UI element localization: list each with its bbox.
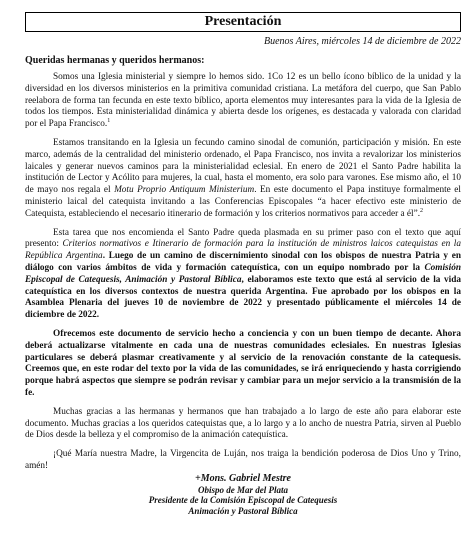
- paragraph-3: [25, 228, 461, 322]
- footnote-marker-1: 1: [107, 118, 111, 125]
- motu-proprio-title: Motu Proprio Antiquum Ministerium: [114, 185, 255, 196]
- paragraph-2-text-a: Estamos transitando en la Iglesia un fecundo camino sinodal de comunión, participación y misión. En este marco, además de la centralidad del ministerio ordenado, el Papa Francisco, nos invita a revalorizar los ministerios laicales y generar nuevos caminos para la ministerialidad eclesial. En enero de 2021 el Santo Padre habilita la institución de Lector y Acólito para mujeres, la cual, hasta el momento, era solo para varones. Ese mismo año, el 10 de mayo nos regala el: [25, 137, 461, 196]
- paragraph-6: [25, 449, 461, 473]
- document-page: [25, 12, 461, 473]
- salutation: Queridas hermanas y queridos hermanos:: [25, 55, 205, 66]
- paragraph-2: [25, 138, 461, 221]
- paragraph-5: [25, 407, 461, 442]
- paragraph-4: [25, 329, 461, 400]
- paragraph-1: [25, 72, 461, 131]
- paragraph-6-text: ¡Qué María nuestra Madre, la Virgencita de Luján, nos traiga la bendición poderosa de Dios Uno y Trino, amén!: [25, 449, 461, 471]
- paragraph-4-text: Ofrecemos este documento de servicio hecho a conciencia y con un buen tiempo de decante. Ahora deberá actualizarse vitalmente en cada una de nuestras comunidades eclesiales. En nuestras Iglesias particulares se deberá plasmar creativamente y al servicio de la renovación constante de la catequesis. Creemos que, en este rodar del texto por la vida de las comunidades, se irá enriqueciendo y hasta corrigiendo porque habrá aspectos que siempre se podrán revisar y cambiar para un mejor servicio a la transmisión de la fe.: [25, 328, 461, 398]
- page-title: [25, 12, 461, 32]
- paragraph-5-text: Muchas gracias a las hermanas y hermanos que han trabajado a lo largo de este año para elaborar este documento. Muchas gracias a los queridos catequistas que, a lo largo y a lo ancho de nuestra Patria, sirven al Pueblo de Dios desde la belleza y el compromiso de la animación catequística.: [25, 406, 461, 441]
- commission-name-italic: Comisión Episcopal de Catequesis, Animación y Pastoral Bíblica: [25, 262, 461, 285]
- dateline: Buenos Aires, miércoles 14 de diciembre de 2022: [264, 36, 461, 47]
- signature-block: [25, 474, 461, 516]
- paragraph-2-text-b: . En este documento el Papa instituye formalmente el ministerio laical del catequista invitando a las Conferencias Episcopales “a hacer efectivo este ministerio de Catequista, estableciendo el necesario itinerario de formación y los criterios normativos para acceder a él”.: [25, 185, 461, 219]
- signature-line-1: Obispo de Mar del Plata: [198, 484, 288, 495]
- page-title-text: Presentación: [204, 14, 282, 29]
- signature-line-3: Animación y Pastoral Bíblica: [188, 505, 298, 516]
- paragraph-3-text-b: . Luego de un camino de discernimiento sinodal con los obispos de nuestra Patria y en diálogo con varios ámbitos de vida y formación catequística, con un equipo nombrado por la: [25, 251, 461, 273]
- document-title-italic: Criterios normativos e Itinerario de formación para la institución de ministros laicos catequistas en la República Argentina: [25, 239, 462, 262]
- paragraph-1-text: Somos una Iglesia ministerial y siempre lo hemos sido. 1Co 12 es un bello ícono bíblico de la unidad y la diversidad en los diversos ministerios en la primitiva comunidad cristiana. La metáfora del cuerpo, que San Pablo reelabora de forma tan fecunda en este texto bíblico, aporta elementos muy interesantes para la vida de la Iglesia de todos los tiempos. Esta ministerialidad dinámica y abierta desde los orígenes, es destacada y valorada con claridad por el Papa Francisco.: [25, 72, 461, 130]
- paragraph-3-text-a: Esta tarea que nos encomienda el Santo Padre queda plasmada en su primer paso con el texto que aquí presento:: [25, 227, 461, 250]
- signature-name: +Mons. Gabriel Mestre: [195, 473, 291, 484]
- footnote-marker-2: 2: [420, 207, 424, 214]
- paragraph-3-text-c: , elaboramos este texto que está al servicio de la vida catequística en los diversos contextos de nuestra querida Argentina. Fue aprobado por los obispos en la Asamblea Plenaria del jueves 10 de noviembre de 2022 y presentado públicamente el miércoles 14 de diciembre de 2022.: [25, 274, 462, 321]
- signature-line-2: Presidente de la Comisión Episcopal de Catequesis: [148, 495, 338, 505]
